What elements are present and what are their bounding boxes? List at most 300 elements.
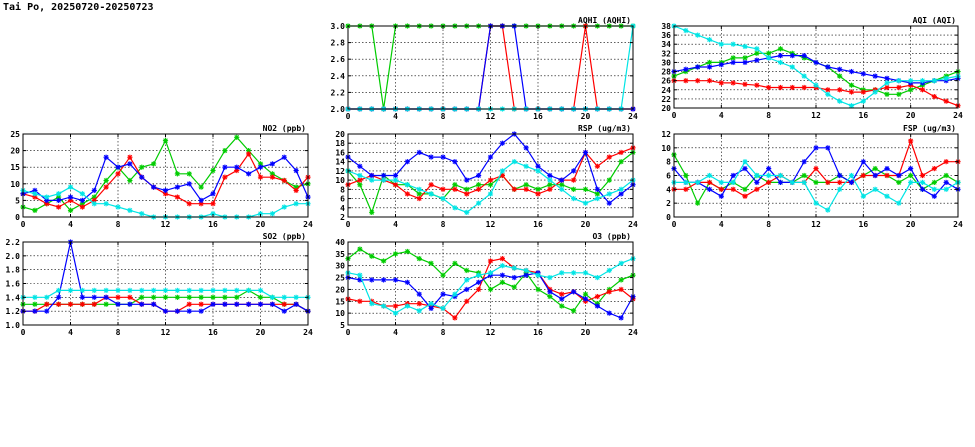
data-point bbox=[707, 64, 712, 69]
data-point bbox=[849, 83, 854, 88]
data-point bbox=[92, 188, 97, 193]
data-point bbox=[429, 301, 434, 306]
data-point bbox=[429, 154, 434, 159]
data-point bbox=[719, 180, 724, 185]
data-point bbox=[127, 208, 132, 213]
data-point bbox=[210, 191, 215, 196]
y-tick-label: 6 bbox=[666, 171, 671, 181]
x-tick-label: 12 bbox=[485, 328, 496, 337]
data-point bbox=[731, 187, 736, 192]
data-point bbox=[440, 306, 445, 311]
data-point bbox=[861, 194, 866, 199]
data-point bbox=[452, 182, 457, 187]
data-point bbox=[802, 74, 807, 79]
data-point bbox=[619, 187, 624, 192]
data-point bbox=[476, 280, 481, 285]
data-point bbox=[535, 191, 540, 196]
data-point bbox=[908, 78, 913, 83]
data-point bbox=[258, 165, 263, 170]
y-tick-label: 3.0 bbox=[330, 22, 345, 31]
data-point bbox=[802, 159, 807, 164]
data-point bbox=[115, 288, 120, 293]
x-tick-label: 0 bbox=[671, 220, 677, 229]
data-point bbox=[813, 60, 818, 65]
data-point bbox=[127, 302, 132, 307]
x-tick-label: 12 bbox=[485, 220, 496, 229]
data-point bbox=[175, 171, 180, 176]
data-point bbox=[175, 185, 180, 190]
data-point bbox=[92, 201, 97, 206]
chart-o3 bbox=[335, 232, 638, 337]
data-point bbox=[932, 180, 937, 185]
data-point bbox=[464, 187, 469, 192]
data-point bbox=[707, 60, 712, 65]
x-tick-label: 20 bbox=[905, 220, 916, 229]
data-point bbox=[884, 92, 889, 97]
data-point bbox=[115, 165, 120, 170]
data-point bbox=[282, 302, 287, 307]
chart-grid bbox=[674, 26, 958, 108]
x-tick-label: 8 bbox=[440, 220, 446, 229]
data-point bbox=[861, 173, 866, 178]
data-point bbox=[932, 94, 937, 99]
data-point bbox=[139, 302, 144, 307]
data-point bbox=[896, 85, 901, 90]
x-tick-label: 16 bbox=[208, 328, 218, 337]
data-point bbox=[754, 187, 759, 192]
data-point bbox=[393, 251, 398, 256]
data-point bbox=[393, 178, 398, 183]
data-point bbox=[683, 28, 688, 33]
y-tick-label: 30 bbox=[335, 261, 345, 271]
data-point bbox=[547, 289, 552, 294]
data-point bbox=[742, 60, 747, 65]
data-point bbox=[742, 159, 747, 164]
data-point bbox=[163, 288, 168, 293]
x-tick-label: 24 bbox=[628, 112, 638, 121]
data-point bbox=[731, 180, 736, 185]
data-point bbox=[440, 196, 445, 201]
data-point bbox=[104, 178, 109, 183]
data-point bbox=[417, 150, 422, 155]
data-point bbox=[896, 173, 901, 178]
data-point bbox=[695, 64, 700, 69]
chart-title: AQHI (AQHI) bbox=[578, 16, 631, 25]
x-tick-label: 20 bbox=[255, 328, 266, 337]
data-point bbox=[488, 178, 493, 183]
data-point bbox=[944, 173, 949, 178]
data-point bbox=[44, 194, 49, 199]
data-point bbox=[595, 164, 600, 169]
data-point bbox=[547, 173, 552, 178]
y-tick-label: 14 bbox=[335, 157, 345, 167]
y-tick-label: 1.4 bbox=[5, 293, 20, 303]
data-point bbox=[488, 154, 493, 159]
data-point bbox=[222, 148, 227, 153]
y-tick-label: 2.4 bbox=[330, 71, 345, 81]
data-point bbox=[115, 295, 120, 300]
chart-grid bbox=[348, 26, 633, 109]
data-point bbox=[92, 288, 97, 293]
data-point bbox=[294, 168, 299, 173]
data-point bbox=[873, 89, 878, 94]
x-tick-label: 4 bbox=[393, 112, 398, 121]
data-point bbox=[429, 182, 434, 187]
data-point bbox=[234, 135, 239, 140]
data-point bbox=[884, 194, 889, 199]
data-point bbox=[944, 159, 949, 164]
data-point bbox=[849, 173, 854, 178]
y-tick-label: 15 bbox=[335, 297, 345, 307]
data-point bbox=[619, 315, 624, 320]
data-point bbox=[583, 270, 588, 275]
x-tick-label: 24 bbox=[303, 328, 313, 337]
data-point bbox=[607, 154, 612, 159]
data-point bbox=[619, 159, 624, 164]
data-point bbox=[920, 180, 925, 185]
chart-title: SO2 (ppb) bbox=[262, 232, 306, 241]
data-point bbox=[393, 277, 398, 282]
data-point bbox=[571, 168, 576, 173]
data-point bbox=[595, 196, 600, 201]
data-point bbox=[802, 85, 807, 90]
data-point bbox=[417, 187, 422, 192]
data-point bbox=[405, 191, 410, 196]
data-point bbox=[127, 288, 132, 293]
data-point bbox=[825, 207, 830, 212]
data-point bbox=[896, 201, 901, 206]
data-point bbox=[512, 275, 517, 280]
data-point bbox=[163, 295, 168, 300]
data-point bbox=[187, 295, 192, 300]
data-point bbox=[187, 288, 192, 293]
data-point bbox=[464, 299, 469, 304]
data-point bbox=[246, 302, 251, 307]
x-tick-label: 8 bbox=[115, 220, 121, 229]
data-point bbox=[754, 58, 759, 63]
y-tick-label: 4 bbox=[340, 203, 345, 213]
data-point bbox=[766, 85, 771, 90]
data-point bbox=[187, 309, 192, 314]
data-point bbox=[234, 302, 239, 307]
data-point bbox=[199, 185, 204, 190]
data-point bbox=[234, 295, 239, 300]
data-point bbox=[80, 302, 85, 307]
y-tick-label: 20 bbox=[335, 285, 345, 295]
data-point bbox=[104, 295, 109, 300]
data-point bbox=[884, 76, 889, 81]
y-tick-label: 1.2 bbox=[5, 307, 20, 317]
x-tick-label: 20 bbox=[580, 112, 591, 121]
y-tick-label: 2 bbox=[666, 199, 671, 209]
data-point bbox=[742, 166, 747, 171]
data-point bbox=[742, 187, 747, 192]
data-point bbox=[583, 201, 588, 206]
x-tick-label: 16 bbox=[533, 328, 543, 337]
y-tick-label: 5 bbox=[340, 321, 345, 330]
data-point bbox=[405, 182, 410, 187]
data-point bbox=[524, 268, 529, 273]
x-tick-label: 0 bbox=[20, 220, 26, 229]
data-point bbox=[837, 173, 842, 178]
data-point bbox=[246, 151, 251, 156]
data-point bbox=[695, 201, 700, 206]
chart-fsp bbox=[661, 124, 963, 229]
x-tick-label: 24 bbox=[628, 220, 638, 229]
data-point bbox=[104, 302, 109, 307]
data-point bbox=[861, 99, 866, 104]
data-point bbox=[813, 145, 818, 150]
page-title: Tai Po, 20250720-20250723 bbox=[3, 2, 154, 13]
data-point bbox=[754, 83, 759, 88]
data-point bbox=[707, 37, 712, 42]
data-point bbox=[294, 295, 299, 300]
y-tick-label: 2.0 bbox=[330, 105, 345, 114]
y-tick-label: 26 bbox=[661, 76, 671, 86]
y-tick-label: 20 bbox=[661, 104, 671, 113]
data-point bbox=[731, 60, 736, 65]
data-point bbox=[429, 261, 434, 266]
data-point bbox=[778, 173, 783, 178]
data-point bbox=[571, 289, 576, 294]
data-point bbox=[199, 302, 204, 307]
data-point bbox=[571, 308, 576, 313]
x-tick-label: 4 bbox=[718, 111, 724, 120]
data-point bbox=[790, 180, 795, 185]
y-tick-label: 16 bbox=[335, 148, 345, 158]
data-point bbox=[571, 196, 576, 201]
data-point bbox=[559, 270, 564, 275]
data-point bbox=[104, 185, 109, 190]
data-point bbox=[357, 299, 362, 304]
data-point bbox=[500, 256, 505, 261]
y-tick-label: 38 bbox=[661, 22, 671, 31]
data-point bbox=[417, 196, 422, 201]
data-point bbox=[369, 254, 374, 259]
data-point bbox=[464, 210, 469, 215]
data-point bbox=[535, 273, 540, 278]
data-point bbox=[139, 295, 144, 300]
x-tick-label: 0 bbox=[20, 328, 26, 337]
y-tick-label: 10 bbox=[10, 179, 20, 189]
data-point bbox=[583, 150, 588, 155]
y-tick-label: 2.2 bbox=[5, 238, 20, 247]
data-point bbox=[719, 194, 724, 199]
data-point bbox=[151, 302, 156, 307]
data-point bbox=[115, 302, 120, 307]
data-point bbox=[476, 201, 481, 206]
data-point bbox=[222, 295, 227, 300]
data-point bbox=[754, 180, 759, 185]
data-point bbox=[357, 273, 362, 278]
data-point bbox=[234, 288, 239, 293]
data-point bbox=[825, 92, 830, 97]
data-point bbox=[199, 309, 204, 314]
chart-aqhi bbox=[331, 16, 638, 121]
data-point bbox=[440, 187, 445, 192]
data-point bbox=[884, 85, 889, 90]
x-tick-label: 12 bbox=[811, 220, 821, 229]
data-point bbox=[524, 145, 529, 150]
data-point bbox=[163, 188, 168, 193]
data-point bbox=[258, 295, 263, 300]
data-point bbox=[571, 270, 576, 275]
data-point bbox=[778, 85, 783, 90]
data-point bbox=[559, 296, 564, 301]
data-point bbox=[258, 175, 263, 180]
data-point bbox=[127, 155, 132, 160]
data-point bbox=[766, 180, 771, 185]
data-point bbox=[151, 161, 156, 166]
data-point bbox=[695, 78, 700, 83]
data-point bbox=[151, 295, 156, 300]
data-point bbox=[282, 155, 287, 160]
data-point bbox=[187, 302, 192, 307]
x-tick-label: 0 bbox=[345, 328, 351, 337]
data-point bbox=[754, 173, 759, 178]
data-point bbox=[944, 187, 949, 192]
data-point bbox=[139, 288, 144, 293]
data-point bbox=[199, 198, 204, 203]
y-tick-label: 1.0 bbox=[5, 321, 20, 330]
y-tick-label: 0 bbox=[15, 213, 20, 222]
data-point bbox=[884, 173, 889, 178]
data-point bbox=[258, 288, 263, 293]
y-tick-label: 32 bbox=[661, 49, 671, 59]
data-point bbox=[583, 292, 588, 297]
y-tick-label: 8 bbox=[666, 157, 671, 167]
data-point bbox=[127, 161, 132, 166]
data-point bbox=[500, 263, 505, 268]
data-point bbox=[837, 180, 842, 185]
data-point bbox=[270, 175, 275, 180]
data-point bbox=[476, 182, 481, 187]
data-point bbox=[56, 204, 61, 209]
data-point bbox=[429, 191, 434, 196]
data-point bbox=[68, 288, 73, 293]
data-point bbox=[683, 180, 688, 185]
y-tick-label: 6 bbox=[340, 194, 345, 204]
data-point bbox=[187, 201, 192, 206]
data-point bbox=[381, 178, 386, 183]
data-point bbox=[766, 173, 771, 178]
data-point bbox=[944, 180, 949, 185]
data-point bbox=[742, 55, 747, 60]
y-tick-label: 8 bbox=[340, 185, 345, 195]
data-point bbox=[199, 288, 204, 293]
data-point bbox=[944, 76, 949, 81]
data-point bbox=[417, 292, 422, 297]
data-point bbox=[719, 42, 724, 47]
data-point bbox=[595, 187, 600, 192]
y-tick-label: 5 bbox=[15, 196, 20, 206]
data-point bbox=[369, 178, 374, 183]
x-tick-label: 16 bbox=[533, 220, 543, 229]
data-point bbox=[175, 194, 180, 199]
y-tick-label: 10 bbox=[335, 176, 345, 186]
data-point bbox=[405, 303, 410, 308]
data-point bbox=[151, 288, 156, 293]
data-point bbox=[294, 201, 299, 206]
data-point bbox=[440, 273, 445, 278]
data-point bbox=[944, 99, 949, 104]
data-point bbox=[837, 187, 842, 192]
data-point bbox=[683, 67, 688, 72]
data-point bbox=[222, 175, 227, 180]
data-point bbox=[559, 178, 564, 183]
data-point bbox=[524, 164, 529, 169]
x-tick-label: 20 bbox=[255, 220, 266, 229]
data-point bbox=[535, 164, 540, 169]
y-tick-label: 22 bbox=[661, 94, 671, 104]
x-tick-label: 12 bbox=[485, 112, 496, 121]
data-point bbox=[56, 198, 61, 203]
x-tick-label: 20 bbox=[580, 220, 591, 229]
data-point bbox=[381, 303, 386, 308]
data-point bbox=[896, 78, 901, 83]
data-point bbox=[163, 309, 168, 314]
data-point bbox=[559, 303, 564, 308]
data-point bbox=[802, 180, 807, 185]
data-point bbox=[861, 159, 866, 164]
data-point bbox=[500, 141, 505, 146]
data-point bbox=[32, 295, 37, 300]
x-tick-label: 8 bbox=[766, 220, 772, 229]
data-point bbox=[270, 295, 275, 300]
data-point bbox=[707, 78, 712, 83]
data-point bbox=[294, 302, 299, 307]
data-point bbox=[357, 247, 362, 252]
y-tick-label: 4 bbox=[666, 185, 671, 195]
data-point bbox=[175, 295, 180, 300]
data-point bbox=[381, 173, 386, 178]
chart-grid bbox=[348, 242, 633, 325]
data-point bbox=[884, 80, 889, 85]
data-point bbox=[127, 295, 132, 300]
data-point bbox=[246, 288, 251, 293]
data-point bbox=[896, 92, 901, 97]
data-point bbox=[440, 154, 445, 159]
data-point bbox=[357, 164, 362, 169]
y-tick-label: 40 bbox=[335, 238, 345, 247]
data-point bbox=[68, 302, 73, 307]
data-point bbox=[80, 198, 85, 203]
data-point bbox=[104, 288, 109, 293]
data-point bbox=[742, 44, 747, 49]
data-point bbox=[56, 295, 61, 300]
y-tick-label: 28 bbox=[661, 67, 671, 77]
data-point bbox=[524, 182, 529, 187]
data-point bbox=[500, 168, 505, 173]
y-tick-label: 18 bbox=[335, 139, 345, 149]
data-point bbox=[464, 178, 469, 183]
data-point bbox=[607, 289, 612, 294]
data-point bbox=[619, 287, 624, 292]
x-tick-label: 12 bbox=[811, 111, 821, 120]
data-point bbox=[56, 191, 61, 196]
data-point bbox=[175, 288, 180, 293]
data-point bbox=[683, 78, 688, 83]
data-point bbox=[825, 180, 830, 185]
data-point bbox=[357, 182, 362, 187]
data-point bbox=[908, 173, 913, 178]
data-point bbox=[68, 194, 73, 199]
chart-title: RSP (ug/m3) bbox=[578, 124, 631, 133]
data-point bbox=[32, 302, 37, 307]
data-point bbox=[68, 185, 73, 190]
data-point bbox=[115, 171, 120, 176]
data-point bbox=[559, 187, 564, 192]
